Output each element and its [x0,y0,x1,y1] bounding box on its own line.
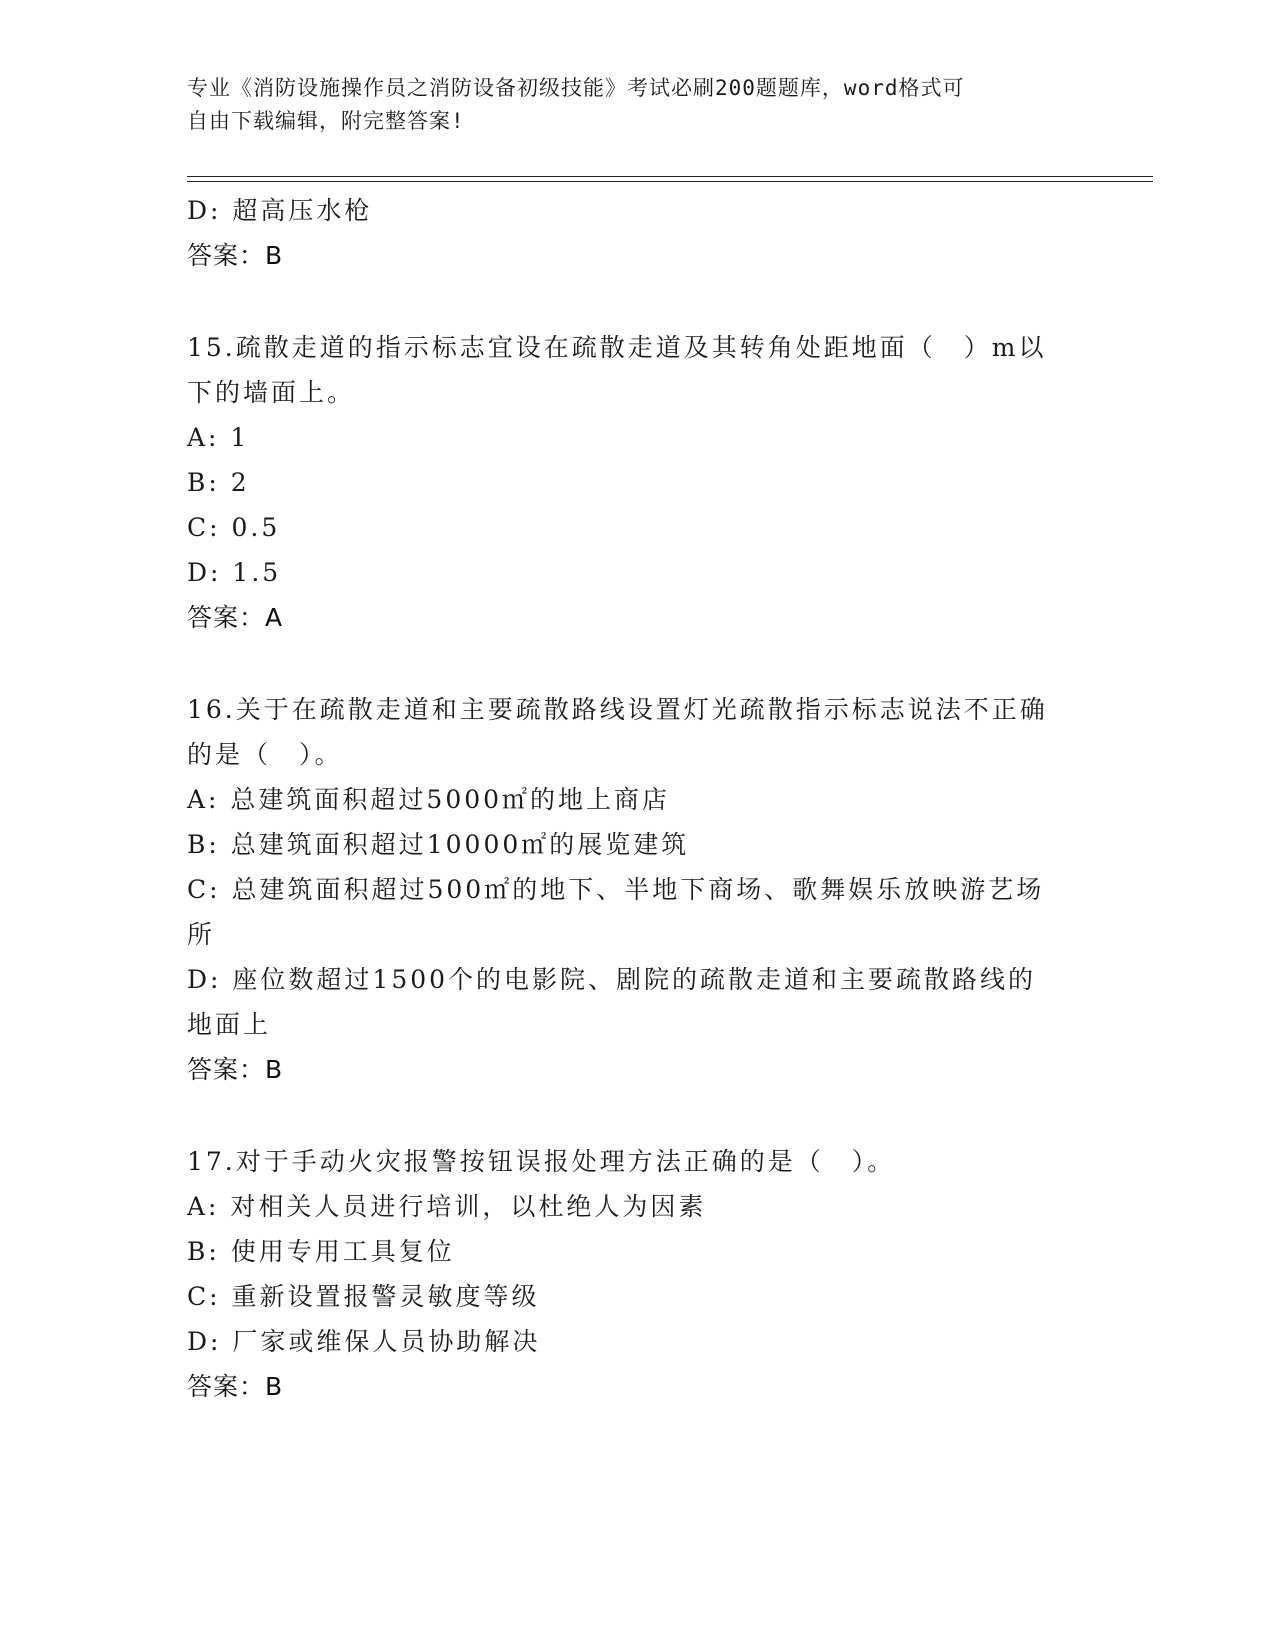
option-c-cont: 所 [187,920,216,949]
option-c: C: 总建筑面积超过500㎡的地下、半地下商场、歌舞娱乐放映游艺场 [187,875,1045,904]
option-d: D: 厂家或维保人员协助解决 [187,1327,541,1356]
answer: 答案：A [187,603,284,632]
option-b: B: 使用专用工具复位 [187,1237,455,1266]
question-stem-cont: 下的墙面上。 [187,378,356,407]
header-rule-bottom [187,181,1153,182]
header-rule-top [187,176,1153,177]
option-c: C: 重新设置报警灵敏度等级 [187,1282,540,1311]
option-d-cont: 地面上 [187,1010,272,1039]
question-stem: 15.疏散走道的指示标志宜设在疏散走道及其转角处距地面（ ）m以 [187,333,1047,362]
question-14-tail [187,188,1067,278]
option-a: A: 1 [187,423,250,452]
option-a: A: 对相关人员进行培训，以杜绝人为因素 [187,1192,707,1221]
header-line-1: 专业《消防设施操作员之消防设备初级技能》考试必刷200题题库，word格式可 [187,76,965,100]
question-list [187,188,1067,1409]
option-b: B: 总建筑面积超过10000㎡的展览建筑 [187,830,690,859]
option-d: D: 超高压水枪 [187,196,373,225]
spacer [187,640,1067,687]
question-stem: 17.对于手动火灾报警按钮误报处理方法正确的是（ ）。 [187,1147,896,1176]
option-a: A: 总建筑面积超过5000㎡的地上商店 [187,785,671,814]
answer: 答案：B [187,1055,284,1084]
spacer [187,1092,1067,1139]
question-stem-cont: 的是（ ）。 [187,740,343,769]
question-15 [187,325,1067,640]
question-17 [187,1139,1067,1409]
question-16 [187,687,1067,1092]
spacer [187,278,1067,325]
header-line-2: 自由下载编辑，附完整答案! [187,109,465,133]
option-c: C: 0.5 [187,513,281,542]
question-stem: 16.关于在疏散走道和主要疏散路线设置灯光疏散指示标志说法不正确 [187,695,1048,724]
answer: 答案：B [187,241,284,270]
option-b: B: 2 [187,468,250,497]
answer: 答案：B [187,1372,284,1401]
option-d: D: 1.5 [187,558,282,587]
option-d: D: 座位数超过1500个的电影院、剧院的疏散走道和主要疏散路线的 [187,965,1037,994]
page-header [187,72,1067,138]
